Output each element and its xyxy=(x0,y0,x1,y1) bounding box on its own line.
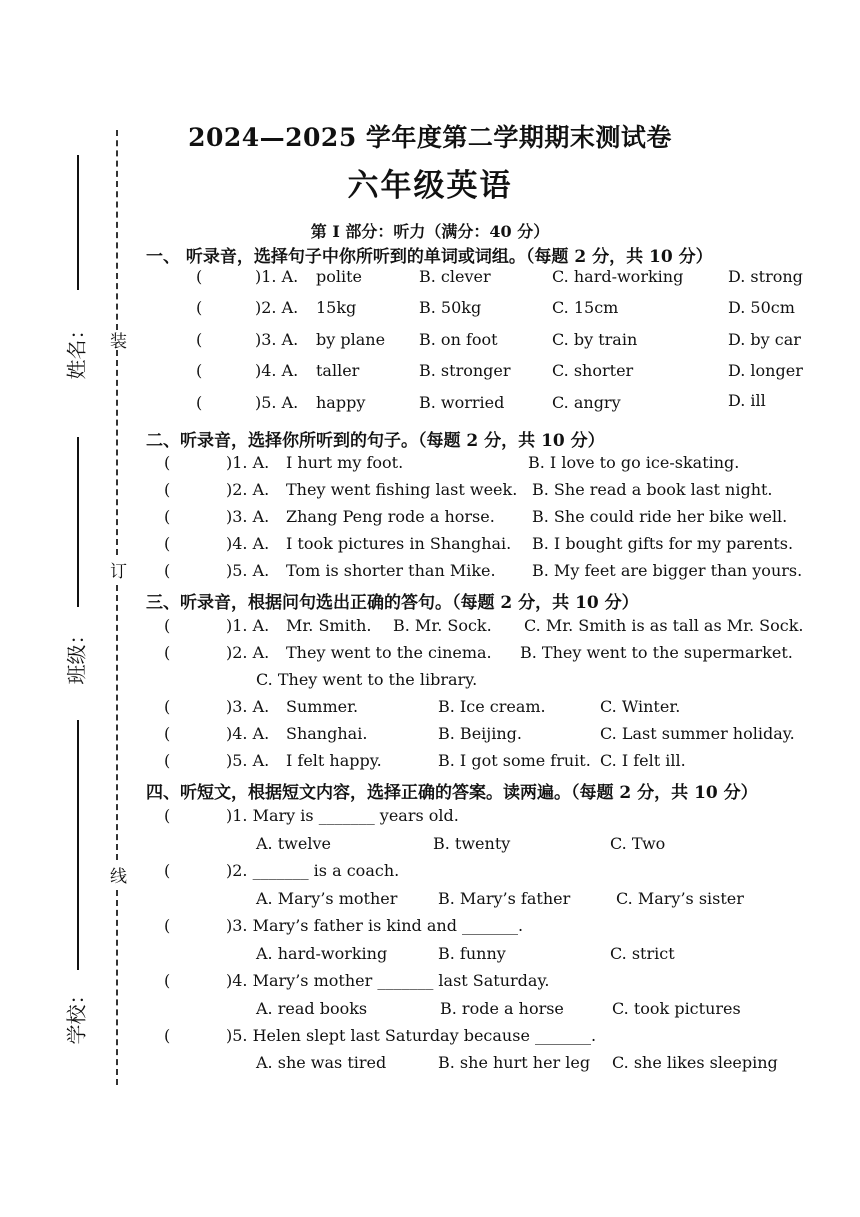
question-number: )3. A. xyxy=(226,697,270,716)
option-a: They went fishing last week. xyxy=(286,480,518,499)
answer-paren[interactable]: ( xyxy=(196,361,203,380)
option-b: B. My feet are bigger than yours. xyxy=(532,561,803,580)
option-b: B. clever xyxy=(419,267,491,286)
option-a: A. Mary’s mother xyxy=(256,889,398,908)
binding-char-zhuang: 装 xyxy=(110,332,127,352)
option-b: B. She read a book last night. xyxy=(532,480,773,499)
school-label: 学校： xyxy=(64,984,89,1045)
option-d: D. 50cm xyxy=(728,298,795,317)
exam-subtitle: 六年级英语 xyxy=(347,168,513,204)
answer-paren[interactable]: ( xyxy=(164,643,171,662)
answer-paren[interactable]: ( xyxy=(196,393,203,412)
option-a: A. twelve xyxy=(256,834,331,853)
option-b: B. stronger xyxy=(419,361,511,380)
option-b: B. Mary’s father xyxy=(438,889,571,908)
section-1-heading: 一、 听录音，选择句子中你所听到的单词或词组。（每题 2 分，共 10 分） xyxy=(146,247,713,267)
section-2-heading: 二、听录音，选择你所听到的句子。（每题 2 分，共 10 分） xyxy=(146,431,605,451)
option-b: B. rode a horse xyxy=(440,999,564,1018)
question-number: )5. A. xyxy=(255,393,299,412)
question-text: )4. Mary’s mother _______ last Saturday. xyxy=(226,971,550,990)
option-a: A. read books xyxy=(256,999,368,1018)
answer-paren[interactable]: ( xyxy=(196,330,203,349)
binding-dash-line-middle xyxy=(116,350,118,555)
option-a: I hurt my foot. xyxy=(286,453,404,472)
answer-paren[interactable]: ( xyxy=(196,267,203,286)
class-write-line[interactable] xyxy=(77,437,79,607)
option-d: D. by car xyxy=(728,330,801,349)
option-c: C. she likes sleeping xyxy=(612,1053,778,1072)
question-text: )5. Helen slept last Saturday because _______. xyxy=(226,1026,597,1045)
answer-paren[interactable]: ( xyxy=(164,453,171,472)
option-c: C. Winter. xyxy=(600,697,681,716)
section-4-heading: 四、听短文，根据短文内容，选择正确的答案。读两遍。（每题 2 分，共 10 分） xyxy=(146,783,758,803)
binding-dash-line-bottom xyxy=(116,890,118,1085)
option-a: I took pictures in Shanghai. xyxy=(286,534,512,553)
option-d: D. ill xyxy=(728,391,766,410)
option-c: C. Mr. Smith is as tall as Mr. Sock. xyxy=(524,616,804,635)
option-b: B. She could ride her bike well. xyxy=(532,507,788,526)
option-b: B. Ice cream. xyxy=(438,697,546,716)
question-text: )3. Mary’s father is kind and _______. xyxy=(226,916,524,935)
option-c: C. by train xyxy=(552,330,638,349)
answer-paren[interactable]: ( xyxy=(164,724,171,743)
option-a: by plane xyxy=(316,330,386,349)
question-text: )1. Mary is _______ years old. xyxy=(226,806,459,825)
answer-paren[interactable]: ( xyxy=(164,561,171,580)
question-number: )4. A. xyxy=(226,724,270,743)
question-number: )2. A. xyxy=(255,298,299,317)
exam-title: 2024—2025 学年度第二学期期末测试卷 xyxy=(188,123,672,152)
question-number: )5. A. xyxy=(226,561,270,580)
option-b: B. Mr. Sock. xyxy=(393,616,492,635)
option-a: happy xyxy=(316,393,366,412)
option-c: C. I felt ill. xyxy=(600,751,686,770)
option-d: D. longer xyxy=(728,361,803,380)
option-b: B. 50kg xyxy=(419,298,482,317)
binding-char-ding: 订 xyxy=(110,562,127,582)
option-c: C. 15cm xyxy=(552,298,619,317)
section-3-heading: 三、听录音，根据问句选出正确的答句。（每题 2 分，共 10 分） xyxy=(146,593,639,613)
option-a: I felt happy. xyxy=(286,751,382,770)
question-text: )2. _______ is a coach. xyxy=(226,861,400,880)
option-c: C. Two xyxy=(610,834,666,853)
question-number: )3. A. xyxy=(226,507,270,526)
option-a: Shanghai. xyxy=(286,724,368,743)
option-a: A. hard-working xyxy=(256,944,388,963)
answer-paren[interactable]: ( xyxy=(164,916,171,935)
part-heading: 第 I 部分：听力（满分：40 分） xyxy=(310,222,550,241)
option-a: A. she was tired xyxy=(256,1053,387,1072)
option-a: 15kg xyxy=(316,298,357,317)
option-b: B. I bought gifts for my parents. xyxy=(532,534,794,553)
question-number: )1. A. xyxy=(226,616,270,635)
option-a: Summer. xyxy=(286,697,359,716)
option-b: B. I got some fruit. xyxy=(438,751,591,770)
question-number: )2. A. xyxy=(226,480,270,499)
binding-dash-line-lower xyxy=(116,585,118,860)
option-a: They went to the cinema. xyxy=(286,643,492,662)
answer-paren[interactable]: ( xyxy=(164,861,171,880)
option-c: C. angry xyxy=(552,393,621,412)
name-label: 姓名： xyxy=(64,319,89,380)
question-number: )1. A. xyxy=(226,453,270,472)
option-b: B. worried xyxy=(419,393,505,412)
option-c: C. hard-working xyxy=(552,267,684,286)
option-b: B. I love to go ice-skating. xyxy=(528,453,740,472)
answer-paren[interactable]: ( xyxy=(164,1026,171,1045)
answer-paren[interactable]: ( xyxy=(164,751,171,770)
option-b: B. on foot xyxy=(419,330,498,349)
option-a: Zhang Peng rode a horse. xyxy=(286,507,495,526)
option-d: D. strong xyxy=(728,267,803,286)
answer-paren[interactable]: ( xyxy=(164,480,171,499)
answer-paren[interactable]: ( xyxy=(164,534,171,553)
option-c: C. Mary’s sister xyxy=(616,889,744,908)
answer-paren[interactable]: ( xyxy=(164,697,171,716)
question-number: )5. A. xyxy=(226,751,270,770)
option-c: C. took pictures xyxy=(612,999,741,1018)
option-b: B. she hurt her leg xyxy=(438,1053,591,1072)
class-label: 班级： xyxy=(64,624,89,685)
option-a: Tom is shorter than Mike. xyxy=(286,561,496,580)
option-c: C. strict xyxy=(610,944,675,963)
question-number: )3. A. xyxy=(255,330,299,349)
option-b: B. twenty xyxy=(433,834,511,853)
option-c: C. Last summer holiday. xyxy=(600,724,795,743)
option-b: B. Beijing. xyxy=(438,724,522,743)
binding-char-xian: 线 xyxy=(110,867,127,887)
answer-paren[interactable]: ( xyxy=(164,806,171,825)
option-a: Mr. Smith. xyxy=(286,616,372,635)
answer-paren[interactable]: ( xyxy=(196,298,203,317)
option-a: taller xyxy=(316,361,360,380)
answer-paren[interactable]: ( xyxy=(164,616,171,635)
option-c: C. shorter xyxy=(552,361,634,380)
school-write-line[interactable] xyxy=(77,720,79,970)
option-b: B. They went to the supermarket. xyxy=(520,643,793,662)
option-a: polite xyxy=(316,267,363,286)
option-c: C. They went to the library. xyxy=(256,670,478,689)
question-number: )2. A. xyxy=(226,643,270,662)
answer-paren[interactable]: ( xyxy=(164,971,171,990)
question-number: )4. A. xyxy=(226,534,270,553)
answer-paren[interactable]: ( xyxy=(164,507,171,526)
question-number: )4. A. xyxy=(255,361,299,380)
option-b: B. funny xyxy=(438,944,506,963)
question-number: )1. A. xyxy=(255,267,299,286)
